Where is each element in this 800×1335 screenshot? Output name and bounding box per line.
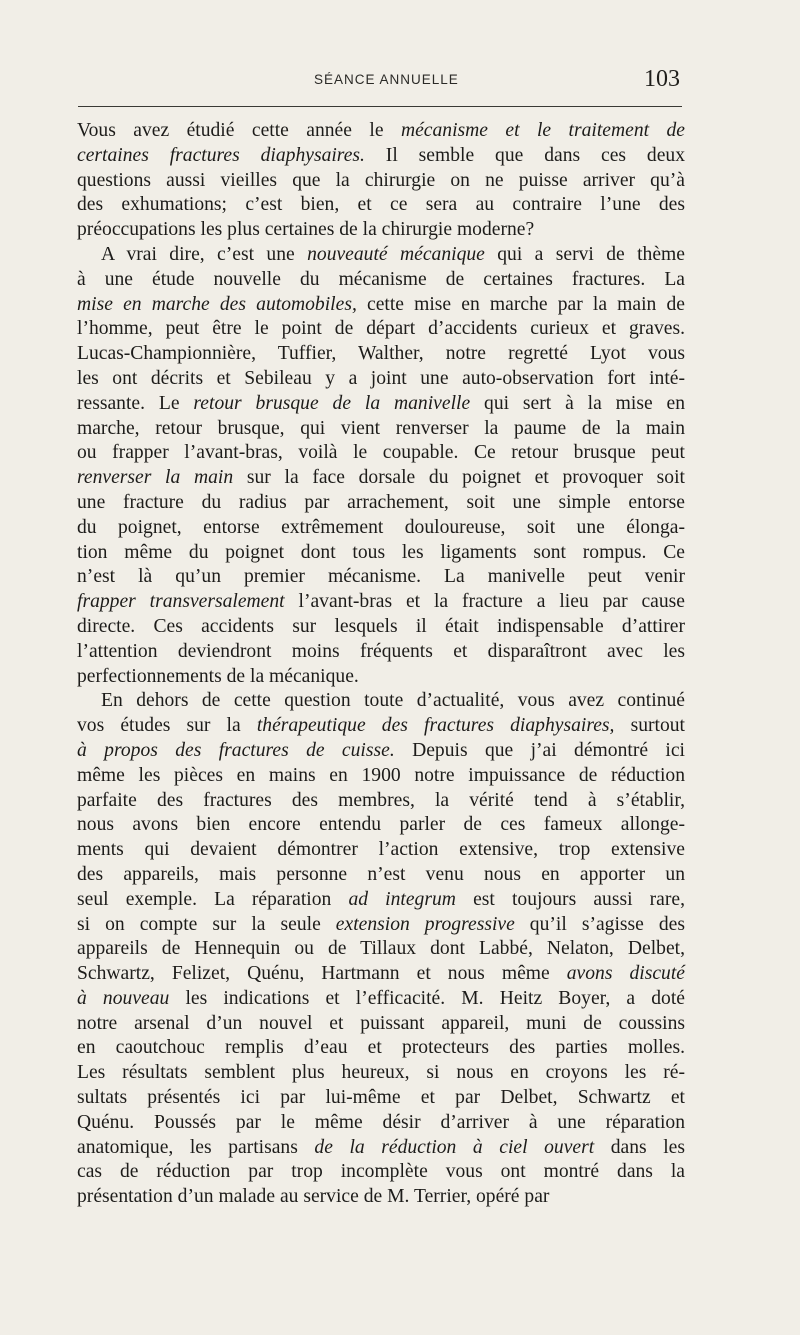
text-run: sultats présentés ici par lui-même et par Delbet, Schwartz et [77, 1087, 685, 1109]
text-line [77, 987, 685, 1012]
text-line [77, 913, 685, 938]
text-line [77, 193, 685, 218]
text-line [77, 491, 685, 516]
text-run: si on compte sur la seule [77, 913, 336, 935]
text-run: Lucas-Championnière, Tuffier, Walther, notre regretté Lyot vous [77, 343, 685, 365]
text-line [77, 243, 685, 268]
text-line [77, 1136, 685, 1161]
italic-phrase: mise en marche des automobiles, [77, 293, 357, 315]
text-run: ou frapper l’avant-bras, voilà le coupable. Ce retour brusque peut [77, 442, 685, 464]
text-run: tion même du poignet dont tous les ligaments sont rompus. Ce [77, 541, 685, 563]
text-run: préoccupations les plus certaines de la chirurgie moderne? [77, 219, 535, 241]
text-run: présentation d’un malade au service de M. Terrier, opéré par [77, 1186, 550, 1208]
text-run: l’avant-bras et la fracture a lieu par cause [284, 591, 685, 613]
text-run: des appareils, mais personne n’est venu nous en apporter un [77, 863, 685, 885]
text-line [77, 615, 685, 640]
header-rule [78, 106, 682, 107]
text-line [77, 144, 685, 169]
italic-phrase: retour brusque de la manivelle [193, 392, 471, 414]
text-line [77, 342, 685, 367]
paragraph [77, 119, 685, 243]
text-run: A vrai dire, c’est une [101, 243, 308, 265]
text-run: cette mise en marche par la main de [356, 293, 685, 315]
text-run: l’homme, peut être le point de départ d’accidents curieux et graves. [77, 318, 685, 340]
text-run: perfectionnements de la mécanique. [77, 665, 359, 687]
paragraph [77, 689, 685, 1210]
text-line [77, 565, 685, 590]
text-line [77, 962, 685, 987]
text-run: les indications et l’efficacité. M. Heitz Boyer, a doté [169, 987, 685, 1009]
text-run: Quénu. Poussés par le même désir d’arriver à une réparation [77, 1111, 685, 1133]
body-text [77, 119, 685, 1210]
text-run: qui a servi de thème [484, 243, 685, 265]
italic-phrase: à propos des fractures de cuisse. [77, 739, 395, 761]
text-line [77, 541, 685, 566]
text-run: Vous avez étudié cette année le [77, 120, 401, 141]
italic-phrase: ad integrum [348, 888, 456, 910]
running-title: SÉANCE ANNUELLE [314, 72, 459, 87]
italic-phrase: avons discuté [566, 963, 685, 985]
text-run: questions aussi vieilles que la chirurgie on ne puisse arriver qu’à [77, 169, 685, 191]
text-run: une fracture du radius par arrachement, soit une simple entorse [77, 491, 685, 513]
text-run: n’est là qu’un premier mécanisme. La manivelle peut venir [77, 566, 685, 588]
text-line [77, 293, 685, 318]
text-line [77, 813, 685, 838]
text-line [77, 466, 685, 491]
italic-phrase: certaines fractures diaphysaires. [77, 144, 365, 166]
italic-phrase: à nouveau [77, 987, 170, 1009]
text-line [77, 392, 685, 417]
text-line [77, 1036, 685, 1061]
text-line [77, 739, 685, 764]
text-run: En dehors de cette question toute d’actualité, vous avez continué [101, 690, 685, 712]
text-run: qui sert à la mise en [470, 392, 686, 414]
text-line [77, 516, 685, 541]
italic-phrase: renverser la main [77, 467, 234, 489]
text-run: Schwartz, Felizet, Quénu, Hartmann et nous même [77, 963, 567, 985]
text-line [77, 1061, 685, 1086]
text-run: nous avons bien encore entendu parler de ces fameux allonge- [77, 814, 685, 836]
text-run: ressante. Le [77, 392, 194, 414]
text-line [77, 838, 685, 863]
text-run: Il semble que dans ces deux [364, 144, 685, 166]
text-line [77, 863, 685, 888]
italic-phrase: thérapeutique des fractures diaphysaires, [256, 715, 615, 737]
text-line [77, 417, 685, 442]
italic-phrase: mécanisme et le traitement de [400, 120, 685, 141]
text-run: vos études sur la [77, 715, 257, 737]
text-line [77, 590, 685, 615]
text-run: directe. Ces accidents sur lesquels il était indispensable d’attirer [77, 615, 685, 637]
italic-phrase: nouveauté mécanique [307, 243, 485, 265]
text-run: l’attention deviendront moins fréquents et disparaîtront avec les [77, 640, 685, 662]
text-run: notre arsenal d’un nouvel et puissant appareil, muni de coussins [77, 1012, 685, 1034]
text-run: appareils de Hennequin ou de Tillaux dont Labbé, Nelaton, Delbet, [77, 938, 685, 960]
text-run: ments qui devaient démontrer l’action extensive, trop extensive [77, 839, 685, 861]
text-line [77, 764, 685, 789]
text-run: anatomique, les partisans [77, 1136, 315, 1158]
text-run: Depuis que j’ai démontré ici [394, 739, 685, 761]
text-line [77, 169, 685, 194]
text-run: qu’il s’agisse des [514, 913, 685, 935]
page-number: 103 [644, 66, 680, 92]
text-run: est toujours aussi rare, [455, 888, 685, 910]
text-run: Les résultats semblent plus heureux, si nous en croyons les ré- [77, 1062, 685, 1084]
text-run: dans les [594, 1136, 685, 1158]
text-line [77, 119, 685, 144]
text-run: même les pièces en mains en 1900 notre impuissance de réduction [77, 764, 685, 786]
text-run: parfaite des fractures des membres, la vérité tend à s’établir, [77, 789, 685, 811]
text-run: sur la face dorsale du poignet et provoquer soit [233, 467, 685, 489]
text-line [77, 1111, 685, 1136]
text-run: en caoutchouc remplis d’eau et protecteurs des parties molles. [77, 1037, 685, 1059]
text-run: du poignet, entorse extrêmement douloureuse, soit une élonga- [77, 516, 685, 538]
text-line [77, 317, 685, 342]
text-run: les ont décrits et Sebileau y a joint une auto-observation fort inté- [77, 367, 685, 389]
text-line [77, 1086, 685, 1111]
text-line [77, 218, 685, 243]
italic-phrase: frapper transversalement [77, 591, 285, 613]
text-line [77, 367, 685, 392]
text-run: à une étude nouvelle du mécanisme de certaines fractures. La [77, 268, 685, 290]
text-run: seul exemple. La réparation [77, 888, 349, 910]
italic-phrase: extension progressive [335, 913, 515, 935]
text-run: surtout [614, 715, 685, 737]
text-run: cas de réduction par trop incomplète vous ont montré dans la [77, 1161, 685, 1183]
text-line [77, 1185, 685, 1210]
text-line [77, 1012, 685, 1037]
page-header [0, 66, 800, 96]
text-line [77, 789, 685, 814]
text-line [77, 689, 685, 714]
paragraph [77, 243, 685, 689]
text-line [77, 1160, 685, 1185]
italic-phrase: de la réduction à ciel ouvert [314, 1136, 595, 1158]
text-line [77, 665, 685, 690]
text-line [77, 640, 685, 665]
text-line [77, 441, 685, 466]
text-line [77, 268, 685, 293]
text-line [77, 888, 685, 913]
text-run: des exhumations; c’est bien, et ce sera au contraire l’une des [77, 194, 685, 216]
text-line [77, 937, 685, 962]
text-line [77, 714, 685, 739]
text-run: marche, retour brusque, qui vient renverser la paume de la main [77, 417, 685, 439]
